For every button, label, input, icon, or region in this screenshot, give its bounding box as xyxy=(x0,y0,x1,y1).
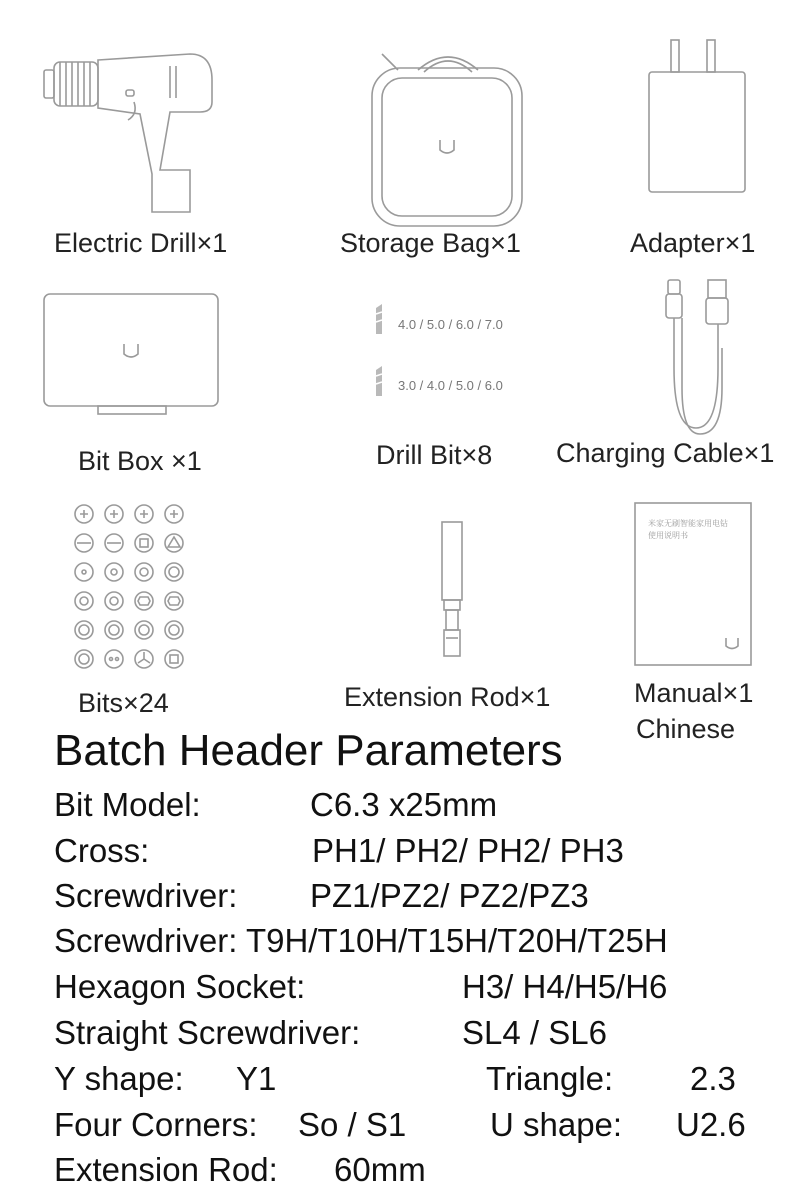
straight-label: Straight Screwdriver: xyxy=(54,1014,361,1051)
manual-illustration xyxy=(634,502,754,668)
drill-bit-sizes-1: 4.0 / 5.0 / 6.0 / 7.0 xyxy=(398,317,503,332)
y-shape-label: Y shape: xyxy=(54,1060,184,1097)
hex-label: Hexagon Socket: xyxy=(54,968,306,1005)
extension-rod-illustration xyxy=(432,520,472,660)
u-shape-value: U2.6 xyxy=(676,1106,746,1143)
item-caption-bag: Storage Bag×1 xyxy=(340,228,521,258)
y-shape-value: Y1 xyxy=(236,1060,277,1097)
item-caption-drill: Electric Drill×1 xyxy=(54,228,228,258)
extension-rod-value: 60mm xyxy=(334,1151,426,1188)
params-title: Batch Header Parameters xyxy=(54,726,563,775)
extension-rod-label: Extension Rod: xyxy=(54,1151,278,1188)
cross-label: Cross: xyxy=(54,832,150,869)
bit-model-value: C6.3 x25mm xyxy=(310,786,498,823)
bits-grid-illustration xyxy=(72,502,202,672)
bit-model-label: Bit Model: xyxy=(54,786,201,823)
item-caption-bits: Bits×24 xyxy=(78,688,169,718)
four-corners-label: Four Corners: xyxy=(54,1106,258,1143)
bit-box-illustration xyxy=(42,292,222,422)
triangle-label: Triangle: xyxy=(486,1060,614,1097)
triangle-value: 2.3 xyxy=(690,1060,736,1097)
adapter-illustration xyxy=(645,38,745,198)
four-corners-value: So / S1 xyxy=(298,1106,407,1143)
storage-bag-illustration xyxy=(368,40,528,230)
pz-value: PZ1/PZ2/ PZ2/PZ3 xyxy=(310,877,589,914)
manual-cover-line-1: 米家无刷智能家用电钻 xyxy=(648,519,728,528)
item-caption-manual-1: Manual×1 xyxy=(634,678,754,708)
item-caption-rod: Extension Rod×1 xyxy=(344,682,551,712)
hex-value: H3/ H4/H5/H6 xyxy=(462,968,668,1005)
torx-line: Screwdriver: T9H/T10H/T15H/T20H/T25H xyxy=(54,922,668,959)
drill-bit-sizes-2: 3.0 / 4.0 / 5.0 / 6.0 xyxy=(398,378,503,393)
straight-value: SL4 / SL6 xyxy=(462,1014,607,1051)
pz-label: Screwdriver: xyxy=(54,877,238,914)
cross-value: PH1/ PH2/ PH2/ PH3 xyxy=(312,832,624,869)
drill-bit-illustration xyxy=(372,300,552,410)
u-shape-label: U shape: xyxy=(490,1106,623,1143)
item-caption-manual-2: Chinese xyxy=(636,714,736,744)
item-caption-cable: Charging Cable×1 xyxy=(556,438,775,468)
charging-cable-illustration xyxy=(660,278,750,438)
electric-drill-illustration xyxy=(40,40,240,220)
item-caption-bitbox: Bit Box ×1 xyxy=(78,446,202,476)
manual-cover-line-2: 使用说明书 xyxy=(648,531,688,540)
item-caption-adapter: Adapter×1 xyxy=(630,228,756,258)
item-caption-drillbit: Drill Bit×8 xyxy=(376,440,493,470)
